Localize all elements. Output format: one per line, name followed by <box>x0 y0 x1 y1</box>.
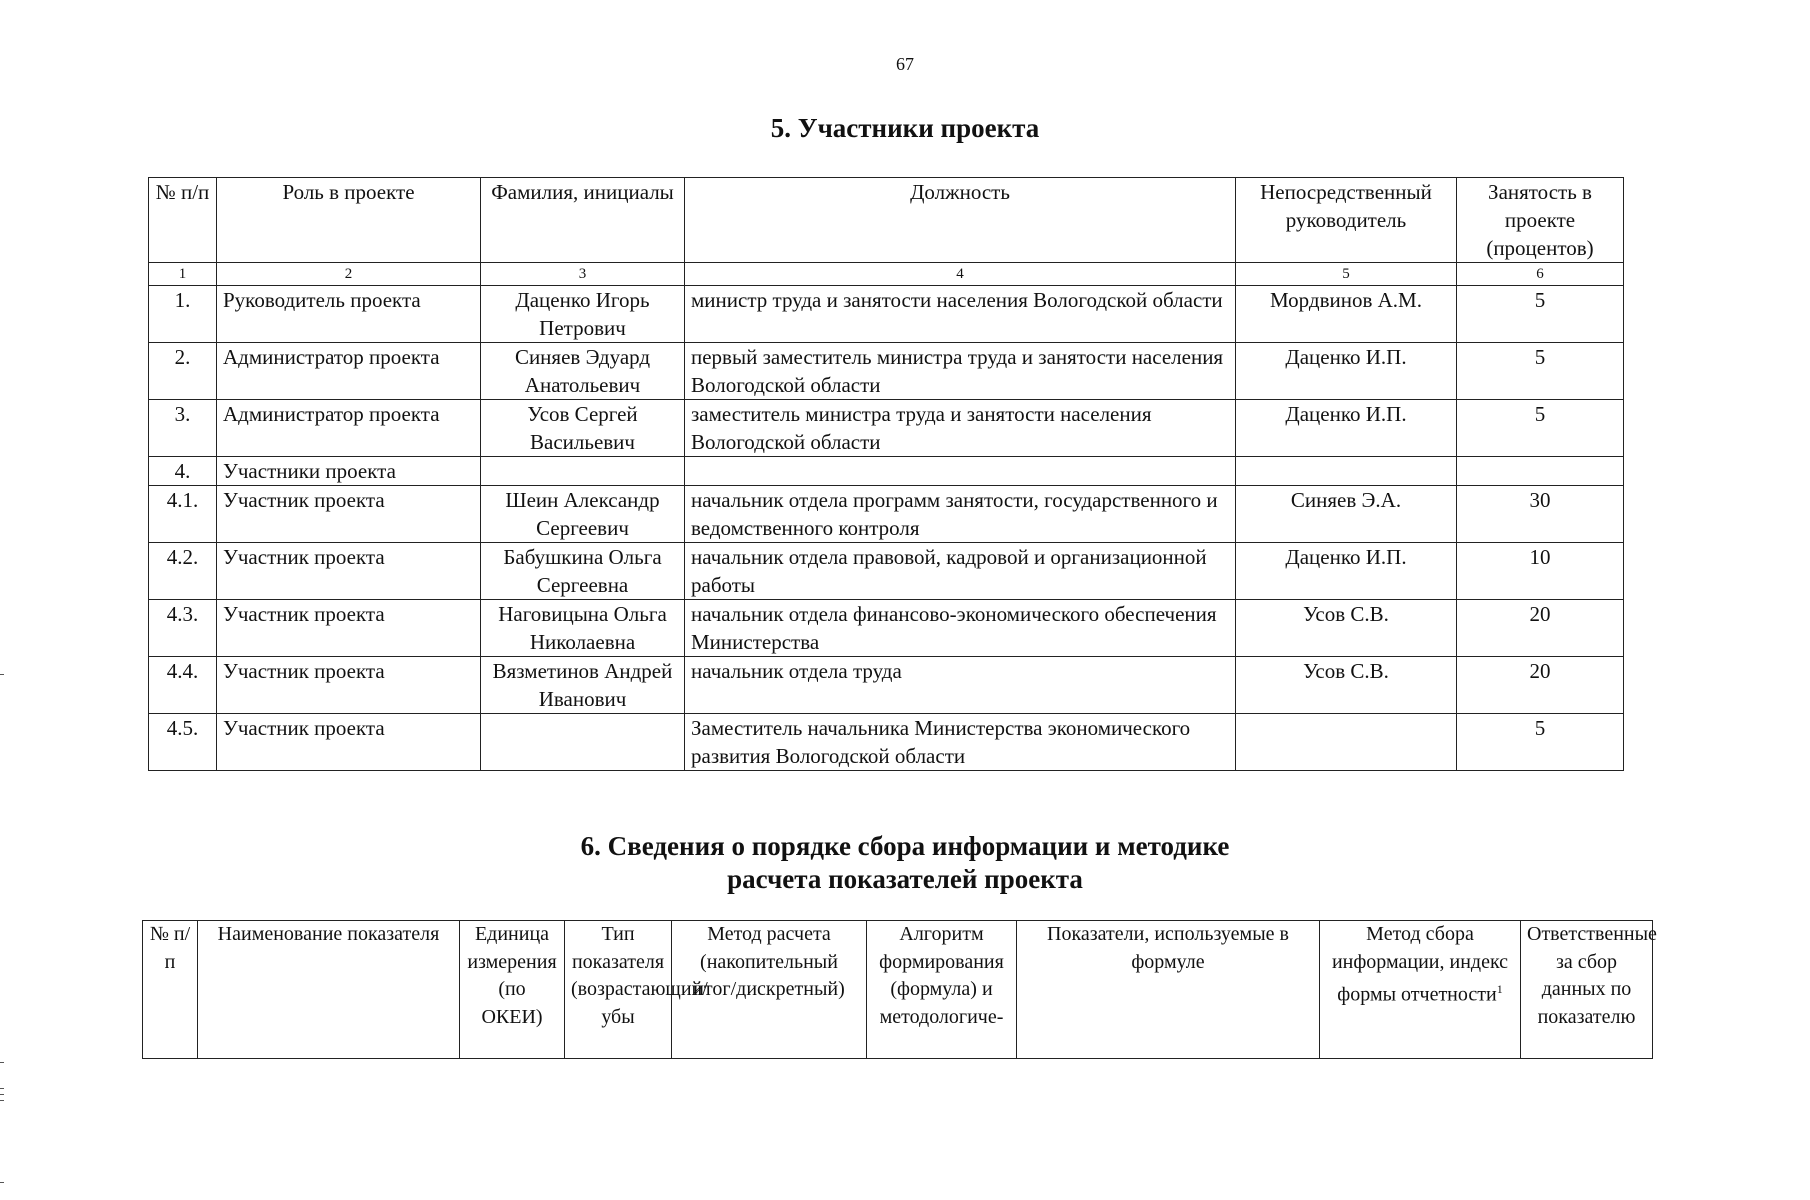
load-cell: 5 <box>1457 714 1624 771</box>
name-cell: Усов Сергей Васильевич <box>481 400 685 457</box>
role-cell: Администратор проекта <box>217 343 481 400</box>
scan-mark <box>0 1182 4 1183</box>
position-cell: начальник отдела программ занятости, государственного и ведомственного контроля <box>685 486 1236 543</box>
role-cell: Руководитель проекта <box>217 286 481 343</box>
role-cell: Администратор проекта <box>217 400 481 457</box>
supervisor-cell: Усов С.В. <box>1236 657 1457 714</box>
role-cell: Участник проекта <box>217 486 481 543</box>
header-cell: Непосредственный руководитель <box>1236 178 1457 263</box>
header-cell: № п/п <box>149 178 217 263</box>
scan-mark <box>0 1088 4 1089</box>
role-cell: Участник проекта <box>217 657 481 714</box>
role-cell: Участник проекта <box>217 600 481 657</box>
load-cell <box>1457 457 1624 486</box>
page-number: 67 <box>896 54 914 74</box>
position-cell: первый заместитель министра труда и занятости населения Вологодской области <box>685 343 1236 400</box>
participants-table <box>148 177 1624 771</box>
column-number: 4 <box>685 263 1236 286</box>
table-row <box>149 286 1624 343</box>
load-cell: 5 <box>1457 343 1624 400</box>
supervisor-cell <box>1236 714 1457 771</box>
supervisor-cell: Даценко И.П. <box>1236 400 1457 457</box>
supervisor-cell <box>1236 457 1457 486</box>
section-5-title: 5. Участники проекта <box>770 113 1040 143</box>
table-row <box>149 400 1624 457</box>
scan-mark <box>0 1094 4 1095</box>
row-number: 3. <box>149 400 217 457</box>
footnote-mark: 1 <box>1496 982 1503 996</box>
header-cell: № п/п <box>143 921 198 1059</box>
row-number: 4.3. <box>149 600 217 657</box>
load-cell: 5 <box>1457 286 1624 343</box>
column-number: 2 <box>217 263 481 286</box>
table-row <box>149 486 1624 543</box>
name-cell: Вязметинов Андрей Иванович <box>481 657 685 714</box>
column-number: 5 <box>1236 263 1457 286</box>
role-cell: Участники проекта <box>217 457 481 486</box>
indicators-header-row <box>143 921 1653 1059</box>
column-number: 3 <box>481 263 685 286</box>
role-cell: Участник проекта <box>217 714 481 771</box>
row-number: 4.5. <box>149 714 217 771</box>
participants-header-row <box>149 178 1624 263</box>
table-row <box>149 343 1624 400</box>
name-cell: Синяев Эдуард Анатольевич <box>481 343 685 400</box>
name-cell <box>481 457 685 486</box>
row-number: 4.2. <box>149 543 217 600</box>
header-cell: Должность <box>685 178 1236 263</box>
scan-mark <box>0 1062 4 1063</box>
load-cell: 30 <box>1457 486 1624 543</box>
position-cell: министр труда и занятости населения Вологодской области <box>685 286 1236 343</box>
row-number: 4.4. <box>149 657 217 714</box>
header-cell: Наименование показателя <box>198 921 460 1059</box>
load-cell: 10 <box>1457 543 1624 600</box>
table-row <box>149 714 1624 771</box>
scan-mark <box>0 674 4 675</box>
header-cell: Алгоритм формирования (формула) и методологиче- <box>867 921 1017 1059</box>
header-cell: Тип показателя (возрастающий/убы <box>565 921 672 1059</box>
name-cell: Даценко Игорь Петрович <box>481 286 685 343</box>
column-number-row <box>149 263 1624 286</box>
load-cell: 20 <box>1457 657 1624 714</box>
header-cell: Занятость в проекте (процентов) <box>1457 178 1624 263</box>
position-cell: начальник отдела финансово-экономического обеспечения Министерства <box>685 600 1236 657</box>
header-cell <box>1320 921 1521 1059</box>
supervisor-cell: Усов С.В. <box>1236 600 1457 657</box>
position-cell: начальник отдела правовой, кадровой и организационной работы <box>685 543 1236 600</box>
supervisor-cell: Даценко И.П. <box>1236 343 1457 400</box>
column-number: 1 <box>149 263 217 286</box>
header-cell: Ответственные за сбор данных по показателю <box>1521 921 1653 1059</box>
section-6-title <box>0 830 1810 896</box>
load-cell: 5 <box>1457 400 1624 457</box>
position-cell <box>685 457 1236 486</box>
table-row <box>149 457 1624 486</box>
name-cell: Наговицына Ольга Николаевна <box>481 600 685 657</box>
row-number: 2. <box>149 343 217 400</box>
table-row <box>149 657 1624 714</box>
indicators-table <box>142 920 1657 1059</box>
supervisor-cell: Синяев Э.А. <box>1236 486 1457 543</box>
position-cell: Заместитель начальника Министерства экономического развития Вологодской области <box>685 714 1236 771</box>
role-cell: Участник проекта <box>217 543 481 600</box>
name-cell <box>481 714 685 771</box>
header-text: Метод сбора информации, индекс формы отчетности <box>1331 923 1509 1006</box>
name-cell: Шеин Александр Сергеевич <box>481 486 685 543</box>
header-cell: Показатели, используемые в формуле <box>1017 921 1320 1059</box>
column-number: 6 <box>1457 263 1624 286</box>
section-6-title-line1: 6. Сведения о порядке сбора информации и методике <box>580 831 1230 861</box>
header-cell: Метод расчета (накопительный итог/дискретный) <box>672 921 867 1059</box>
table-row <box>149 600 1624 657</box>
row-number: 1. <box>149 286 217 343</box>
header-cell: Фамилия, инициалы <box>481 178 685 263</box>
supervisor-cell: Мордвинов А.М. <box>1236 286 1457 343</box>
header-cell: Роль в проекте <box>217 178 481 263</box>
load-cell: 20 <box>1457 600 1624 657</box>
scan-mark <box>0 1100 4 1101</box>
table-row <box>149 543 1624 600</box>
row-number: 4.1. <box>149 486 217 543</box>
position-cell: начальник отдела труда <box>685 657 1236 714</box>
row-number: 4. <box>149 457 217 486</box>
position-cell: заместитель министра труда и занятости населения Вологодской области <box>685 400 1236 457</box>
name-cell: Бабушкина Ольга Сергеевна <box>481 543 685 600</box>
header-cell: Единица измерения (по ОКЕИ) <box>460 921 565 1059</box>
section-6-title-line2: расчета показателей проекта <box>727 864 1083 894</box>
supervisor-cell: Даценко И.П. <box>1236 543 1457 600</box>
